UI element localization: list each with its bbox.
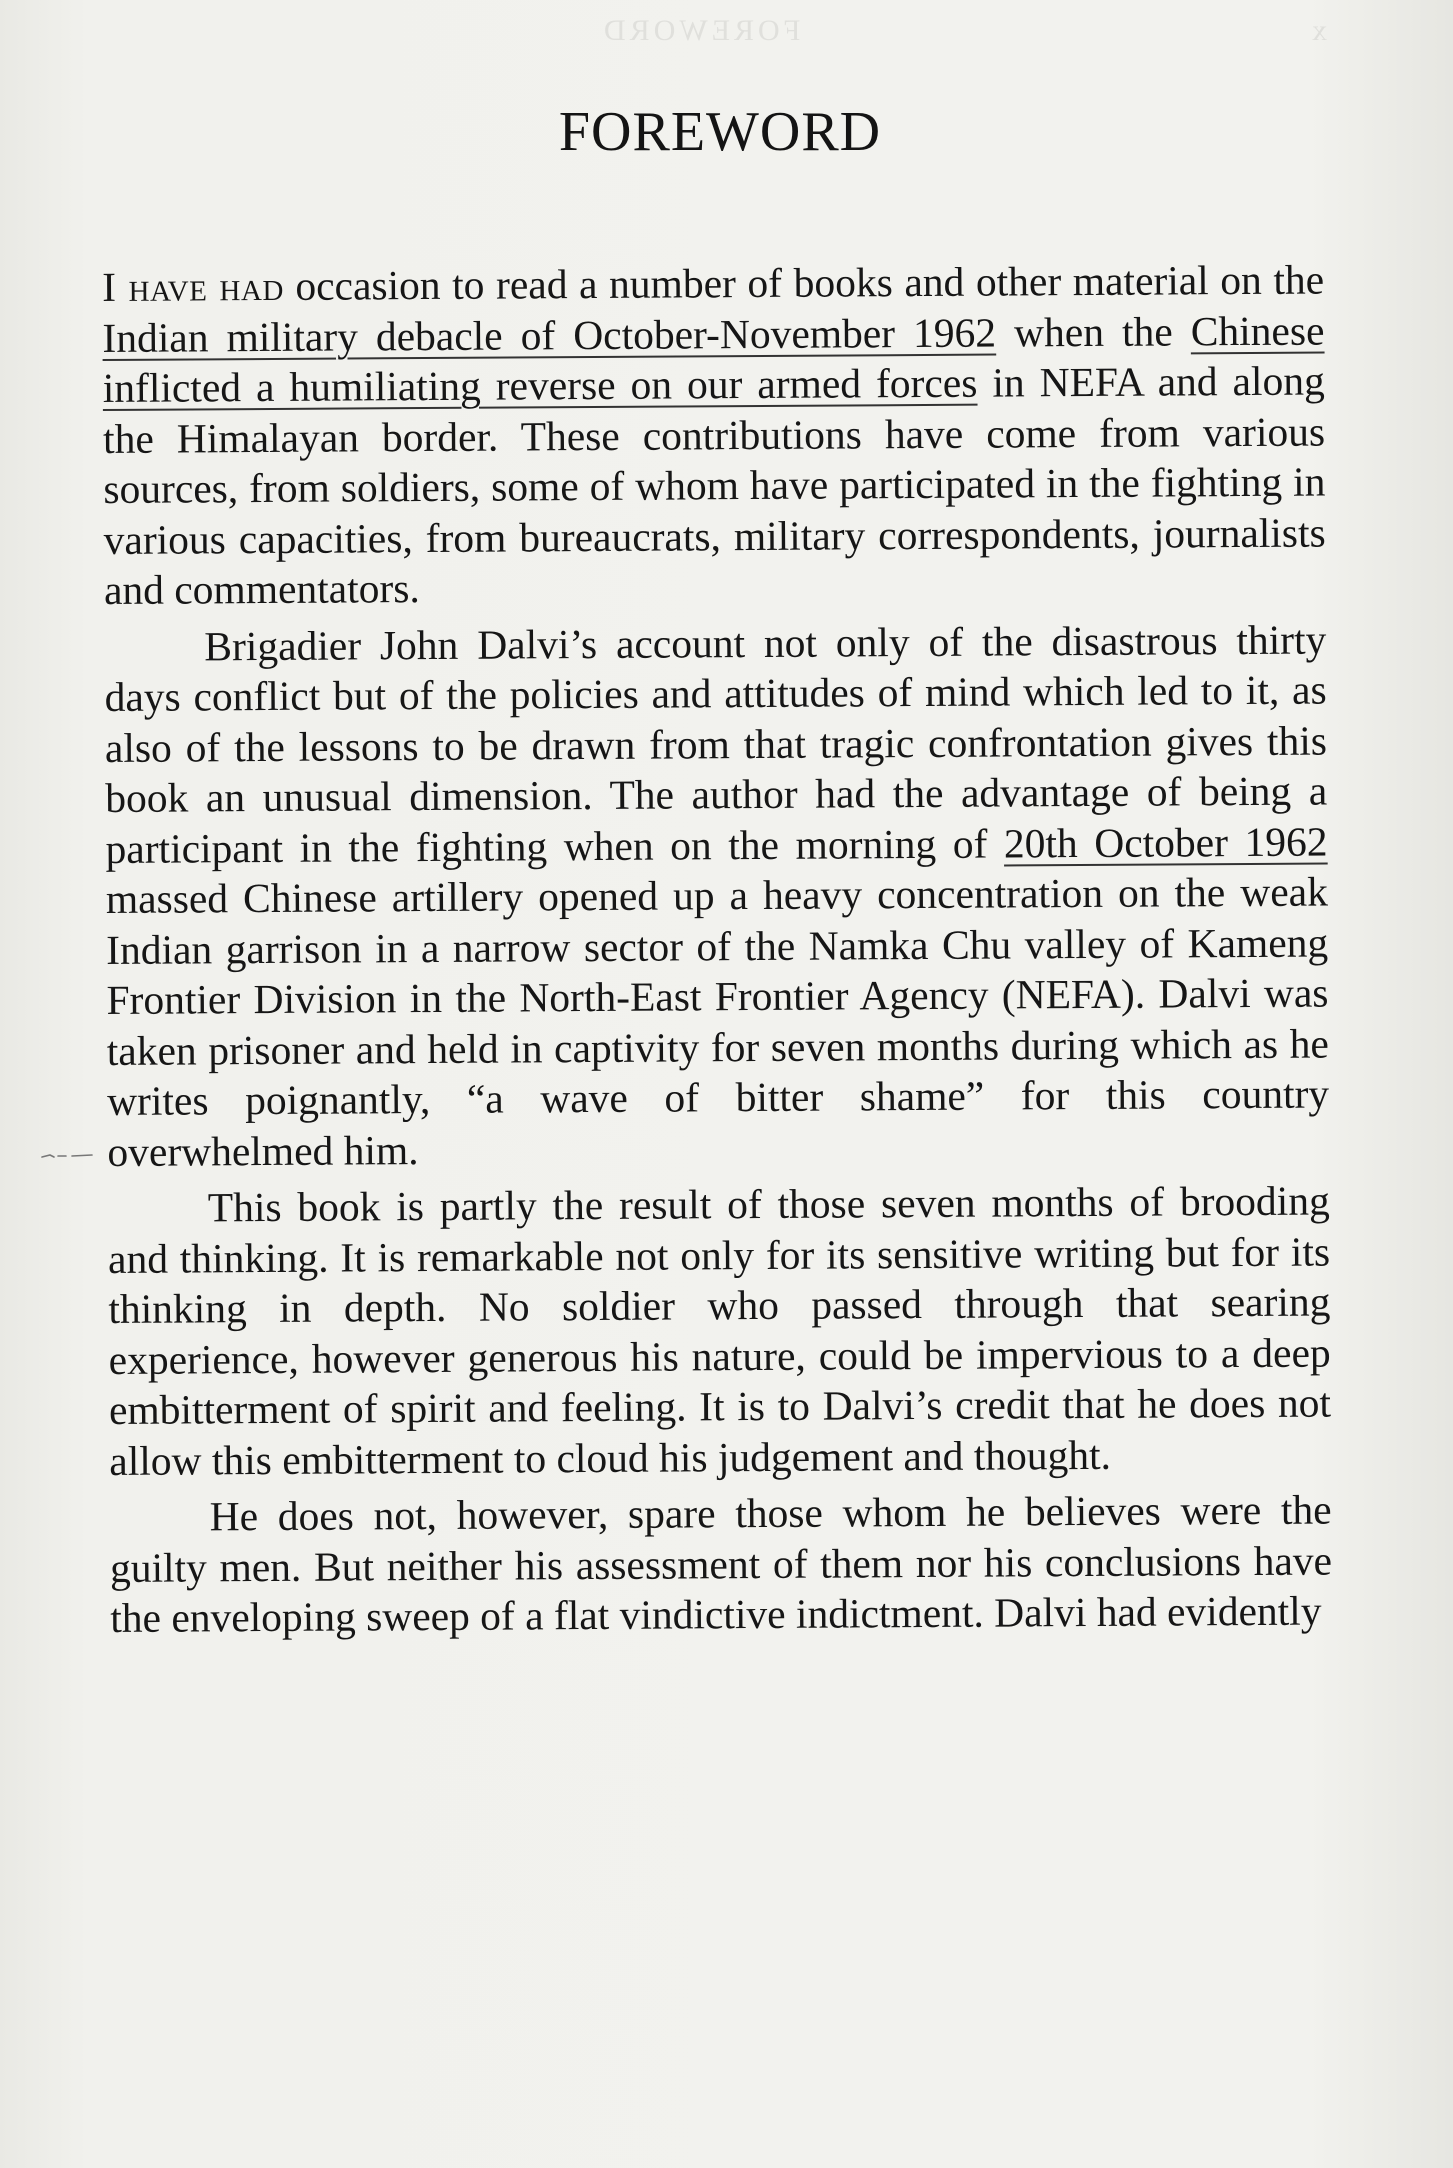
underlined-phrase-date: 20th October 1962 (1003, 818, 1328, 867)
foreword-body (102, 255, 1332, 1650)
margin-pencil-mark-icon (40, 1148, 94, 1164)
page-title: FOREWORD (558, 101, 882, 163)
paragraph-2 (104, 614, 1329, 1177)
paragraph-1 (102, 255, 1326, 616)
paragraph-1-text-b: when the (995, 307, 1191, 356)
bleed-through-page-number: x (1312, 14, 1327, 47)
bleed-through-header: FOREWORD (600, 14, 801, 47)
paragraph-3: This book is partly the result of those seven months of brooding and thinking. It is remarkable not only for its sensitive writing but for its thinking in depth. No soldier who passed through that searing experience, however generous his nature, could be impervious to a deep embitterment of spirit and feeling. It is to Dalvi’s credit that he does not allow this embitterment to cloud his judgement and thought. (107, 1177, 1332, 1484)
paragraph-1-text-a: occasion to read a number of books and other material on the (283, 256, 1325, 309)
underlined-phrase-chinese-reverse: Chinese inflicted a humiliating reverse on our armed forces (102, 307, 1325, 411)
underlined-phrase-debacle: Indian military debacle of October-November 1962 (102, 309, 997, 361)
paragraph-1-lead: I have had (102, 262, 284, 310)
paragraph-4: He does not, however, spare those whom he believes were the guilty men. But neither his assessment of them nor his conclusions have the enveloping sweep of a flat vindictive indictment. Dalvi had evidently (109, 1486, 1333, 1641)
paragraph-1-text-c: in NEFA and along the Himalayan border. These contributions have come from various sources, from soldiers, some of whom have participated in the fighting in various capacities, from bureaucrats, military correspondents, journalists and commentators. (102, 357, 1326, 613)
paragraph-2-text-a: Brigadier John Dalvi’s account not only of the disastrous thirty days conflict but of the policies and attitudes of mind which led to it, as also of the lessons to be drawn from that tragic confrontation gives this book an unusual dimension. The author had the advantage of being a participant in the fighting when on the morning of (104, 616, 1328, 872)
paragraph-2-text-b: massed Chinese artillery opened up a heavy concentration on the weak Indian garrison in a narrow sector of the Namka Chu valley of Kameng Frontier Division in the North-East Frontier Agency (NEFA). Dalvi was taken prisoner and held in captivity for seven months during which as he writes poignantly, “a wave of bitter shame” for this country overwhelmed him. (105, 868, 1330, 1175)
